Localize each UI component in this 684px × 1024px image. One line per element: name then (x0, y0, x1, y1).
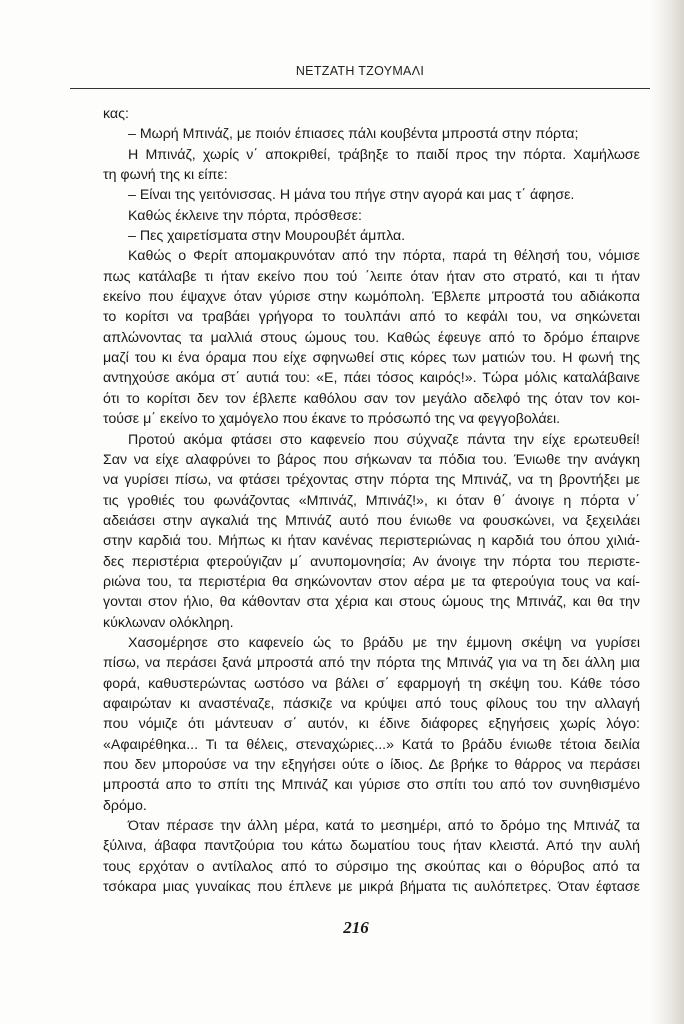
text-line: που δεν μπορούσε να την εξηγήσει ούτε ο ίδιος. Δε βρήκε το θάρρος να περάσει (103, 757, 640, 773)
text-line: το κορίτσι να τραβάει γρήγορα το τουλπάνι από το κεφάλι του, να σηκώνεται (103, 309, 640, 326)
text-line: αδειάσει στην αγκαλιά της Μπινάζ αυτό που ένιωθε να φουσκώνει, να ξεχειλάει (103, 512, 640, 529)
text-line: φορά, καθυστερώντας ωστόσο να βάλει σ΄ εφαρμογή τη σκέψη του. Κάθε τόσο (103, 675, 640, 692)
text-line: ξύλινα, άβαφα παντζούρια του κάτω δωματίου τους ήταν κλειστά. Από την αυλή (103, 838, 640, 855)
running-header: ΝΕΤΖΑΤΗ ΤΖΟΥΜΑΛΙ (295, 64, 425, 78)
text-line: τη φωνή της κι είπε: (103, 167, 228, 184)
text-line: τους ερχόταν ο αντίλαλος από το σύρσιμο της σκούπας και ο θόρυβος από τα (103, 858, 640, 875)
text-line: δες περιστέρια φτερούγιζαν μ΄ ανυπομονησία; Αν άνοιγε την πόρτα του περιστε- (103, 553, 640, 570)
text-line: γονται στον ήλιο, θα κάθονταν στα χέρια και στους ώμους της Μπινάζ, και θα την (103, 594, 640, 611)
text-line: Προτού ακόμα φτάσει στο καφενείο που σύχναζε πάντα την είχε ερωτευθεί! (128, 431, 640, 448)
text-line: ριώνα του, τα περιστέρια θα σηκώνονταν στον αέρα με τα φτερούγια τους να καί- (103, 573, 640, 590)
text-line: πως κατάλαβε τι ήταν εκείνο που τού ΄λειπε όταν ήταν στο στρατό, και τι ήταν (103, 268, 640, 285)
text-line: Χασομέρησε στο καφενείο ώς το βράδυ με την έμμονη σκέψη να γυρίσει (128, 634, 640, 651)
text-line: Καθώς ο Φερίτ απομακρυνόταν από την πόρτα, παρά τη θέλησή του, νόμισε (128, 248, 640, 265)
text-line: Σαν να είχε αλαφρύνει το βάρος που σήκωναν τα πόδια του. Ένιωθε την ανάγκη (103, 451, 640, 468)
text-line: τσόκαρα μιας γυναίκας που έπλενε με μικρά βήματα τις αυλόπετρες. Όταν έφτασε (103, 879, 640, 896)
text-line: τις γροθιές του φωνάζοντας «Μπινάζ, Μπινάζ!», κι όταν θ΄ άνοιγε η πόρτα ν΄ (103, 492, 640, 509)
text-line: – Είναι της γειτόνισσας. Η μάνα του πήγε στην αγορά και μας τ΄ άφησε. (128, 187, 575, 204)
text-line: Όταν πέρασε την άλλη μέρα, κατά το μεσημέρι, από το δρόμο της Μπινάζ τα (128, 818, 640, 835)
text-line: – Μωρή Μπινάζ, με ποιόν έπιασες πάλι κουβέντα μπροστά στην πόρτα; (128, 126, 579, 143)
text-line: στην καρδιά του. Μήπως κι ήταν κανένας περιστεριώνας η καρδιά του όπου χιλιά- (103, 533, 640, 550)
text-line: Η Μπινάζ, χωρίς ν΄ αποκριθεί, τράβηξε το παιδί προς την πόρτα. Χαμήλωσε (128, 146, 640, 163)
page-gutter-shadow (650, 0, 684, 1024)
text-line: – Πες χαιρετίσματα στην Μουρουβέτ άμπλα. (128, 228, 406, 245)
text-line: τούσε μ΄ εκείνο το χαμόγελο που έκανε το πρόσωπό της να φεγγοβολάει. (103, 411, 561, 428)
text-line: αντηχούσε ακόμα στ΄ αυτιά του: «Ε, πάει τόσος καιρός!». Τώρα μόλις καταλάβαινε (103, 370, 640, 387)
page-number: 216 (343, 918, 369, 937)
text-line: απλώνοντας τα μαλλιά στους ώμους του. Καθώς έφευγε από το δρόμο έπαιρνε (103, 329, 640, 346)
text-line: Καθώς έκλεινε την πόρτα, πρόσθεσε: (128, 207, 362, 224)
text-line: δρόμο. (103, 797, 147, 814)
text-line: «Αφαιρέθηκα... Τι τα θέλεις, στεναχώριες...» Κατά το βράδυ ένιωθε τέτοια δειλία (103, 736, 640, 753)
text-line: μαζί του κι ένα όραμα που είχε σφηνωθεί στις κόρες των ματιών του. Η φωνή της (103, 350, 640, 367)
text-line: μπροστά απο το σπίτι της Μπινάζ και γύρισε στο σπίτι του από τον συνηθισμένο (103, 777, 640, 794)
text-line: που νόμιζε ότι μάντευαν σ΄ αυτόν, κι έδινε διάφορες εξηγήσεις χωρίς λόγο: (103, 716, 640, 733)
text-line: να γυρίσει πίσω, να φτάσει τρέχοντας στην πόρτα της Μπινάζ, να τη βροντήξει με (103, 472, 640, 489)
text-line: ότι το κορίτσι δεν τον έβλεπε καθόλου σαν τον μεγάλο αδελφό της όταν τον κοι- (103, 390, 640, 407)
text-line: κύκλωναν ολόκληρη. (103, 614, 234, 631)
text-line: αφαιρώταν κι αναστέναζε, πάσκιζε να κρύψει από τους φίλους του την αλλαγή (103, 695, 640, 712)
text-line: πίσω, να περάσει ξανά μπροστά από την πόρτα της Μπινάζ για να τη δει άλλη μια (103, 655, 640, 672)
text-line: κας: (103, 106, 129, 122)
header-rule (70, 88, 650, 89)
body-text (103, 104, 640, 897)
text-line: εκείνο που έψαχνε όταν γύρισε στην κωμόπολη. Έβλεπε μπροστά του αδιάκοπα (103, 289, 640, 306)
